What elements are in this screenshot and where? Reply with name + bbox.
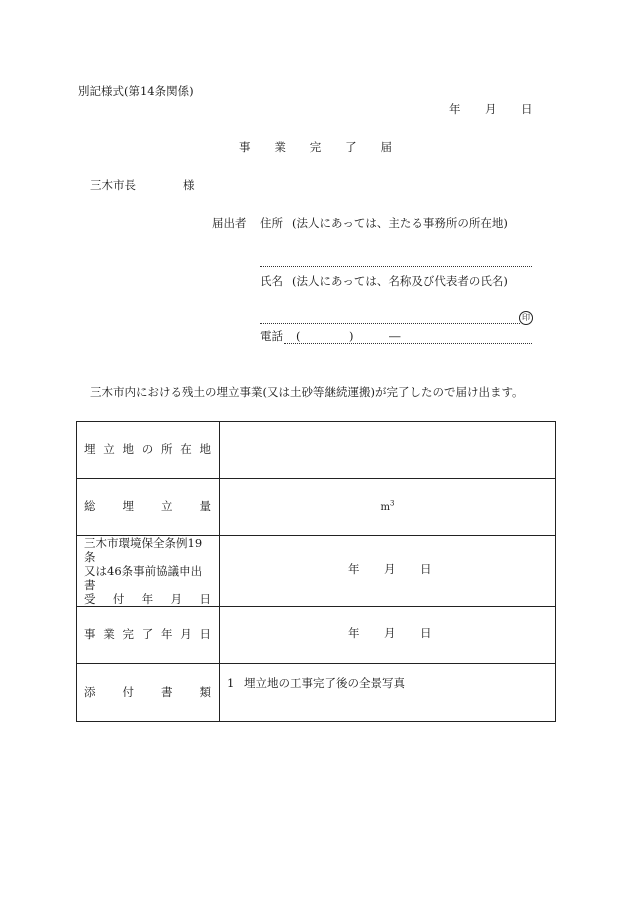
phone-close-paren: ) — [349, 329, 354, 343]
table-row — [77, 479, 556, 536]
address-label: 住所 — [260, 216, 283, 230]
statement-text: 三木市内における残土の埋立事業(又は土砂等継続運搬)が完了したので届け出ます。 — [90, 385, 524, 399]
date-month: 月 — [485, 102, 497, 116]
receipt-date-cell[interactable]: 年 月 日 — [220, 536, 556, 607]
attachment-text: 埋立地の工事完了後の全景写真 — [244, 676, 405, 690]
addressee-name: 三木市長 — [90, 178, 136, 192]
document-title — [239, 142, 392, 154]
address-field[interactable] — [260, 266, 532, 267]
total-volume-label: 総 埋 立 量 — [84, 499, 211, 514]
name-label: 氏名 — [260, 274, 283, 288]
table-row — [77, 664, 556, 722]
seal-mark: 印 — [519, 311, 533, 325]
prior-consultation-label-cell — [77, 536, 220, 607]
phone-dash: ― — [389, 329, 401, 343]
addressee-honorific: 様 — [183, 178, 195, 192]
phone-label: 電話 — [260, 329, 283, 343]
volume-unit: $m^3$ — [380, 499, 395, 513]
title-char: 了 — [345, 140, 357, 154]
form-reference: 別記様式(第14条関係) — [78, 84, 194, 98]
total-volume-label-cell — [77, 479, 220, 536]
date-day: 日 — [521, 102, 533, 116]
table-row — [77, 422, 556, 479]
title-char: 事 — [239, 140, 251, 154]
name-note: (法人にあっては、名称及び代表者の氏名) — [292, 274, 508, 288]
attachments-label: 添 付 書 類 — [84, 684, 211, 699]
applicant-label: 届出者 — [212, 216, 247, 230]
phone-open-paren: ( — [296, 329, 301, 343]
completion-form-table — [76, 421, 556, 722]
location-value-cell[interactable] — [220, 422, 556, 479]
table-row — [77, 607, 556, 664]
completion-date-label: 事 業 完 了 年 月 日 — [84, 627, 211, 642]
date-year: 年 — [449, 102, 461, 116]
address-note: (法人にあっては、主たる事務所の所在地) — [292, 216, 508, 230]
name-field[interactable] — [260, 323, 520, 324]
header-date — [449, 102, 533, 116]
prior-consultation-label: 三木市環境保全条例19条 又は46条事前協議申出書 受 付 年 月 日 — [84, 536, 211, 606]
total-volume-value-cell[interactable] — [220, 479, 556, 536]
completion-date-label-cell — [77, 607, 220, 664]
location-label: 埋 立 地 の 所 在 地 — [84, 442, 211, 457]
phone-field[interactable] — [284, 343, 532, 344]
completion-date-cell[interactable]: 年 月 日 — [220, 607, 556, 664]
table-row — [77, 536, 556, 607]
attachment-number: 1 — [227, 676, 235, 690]
title-char: 届 — [380, 140, 392, 154]
attachments-label-cell — [77, 664, 220, 722]
title-char: 業 — [274, 140, 286, 154]
attachments-value-cell[interactable] — [220, 664, 556, 722]
location-label-cell — [77, 422, 220, 479]
title-char: 完 — [309, 140, 322, 154]
